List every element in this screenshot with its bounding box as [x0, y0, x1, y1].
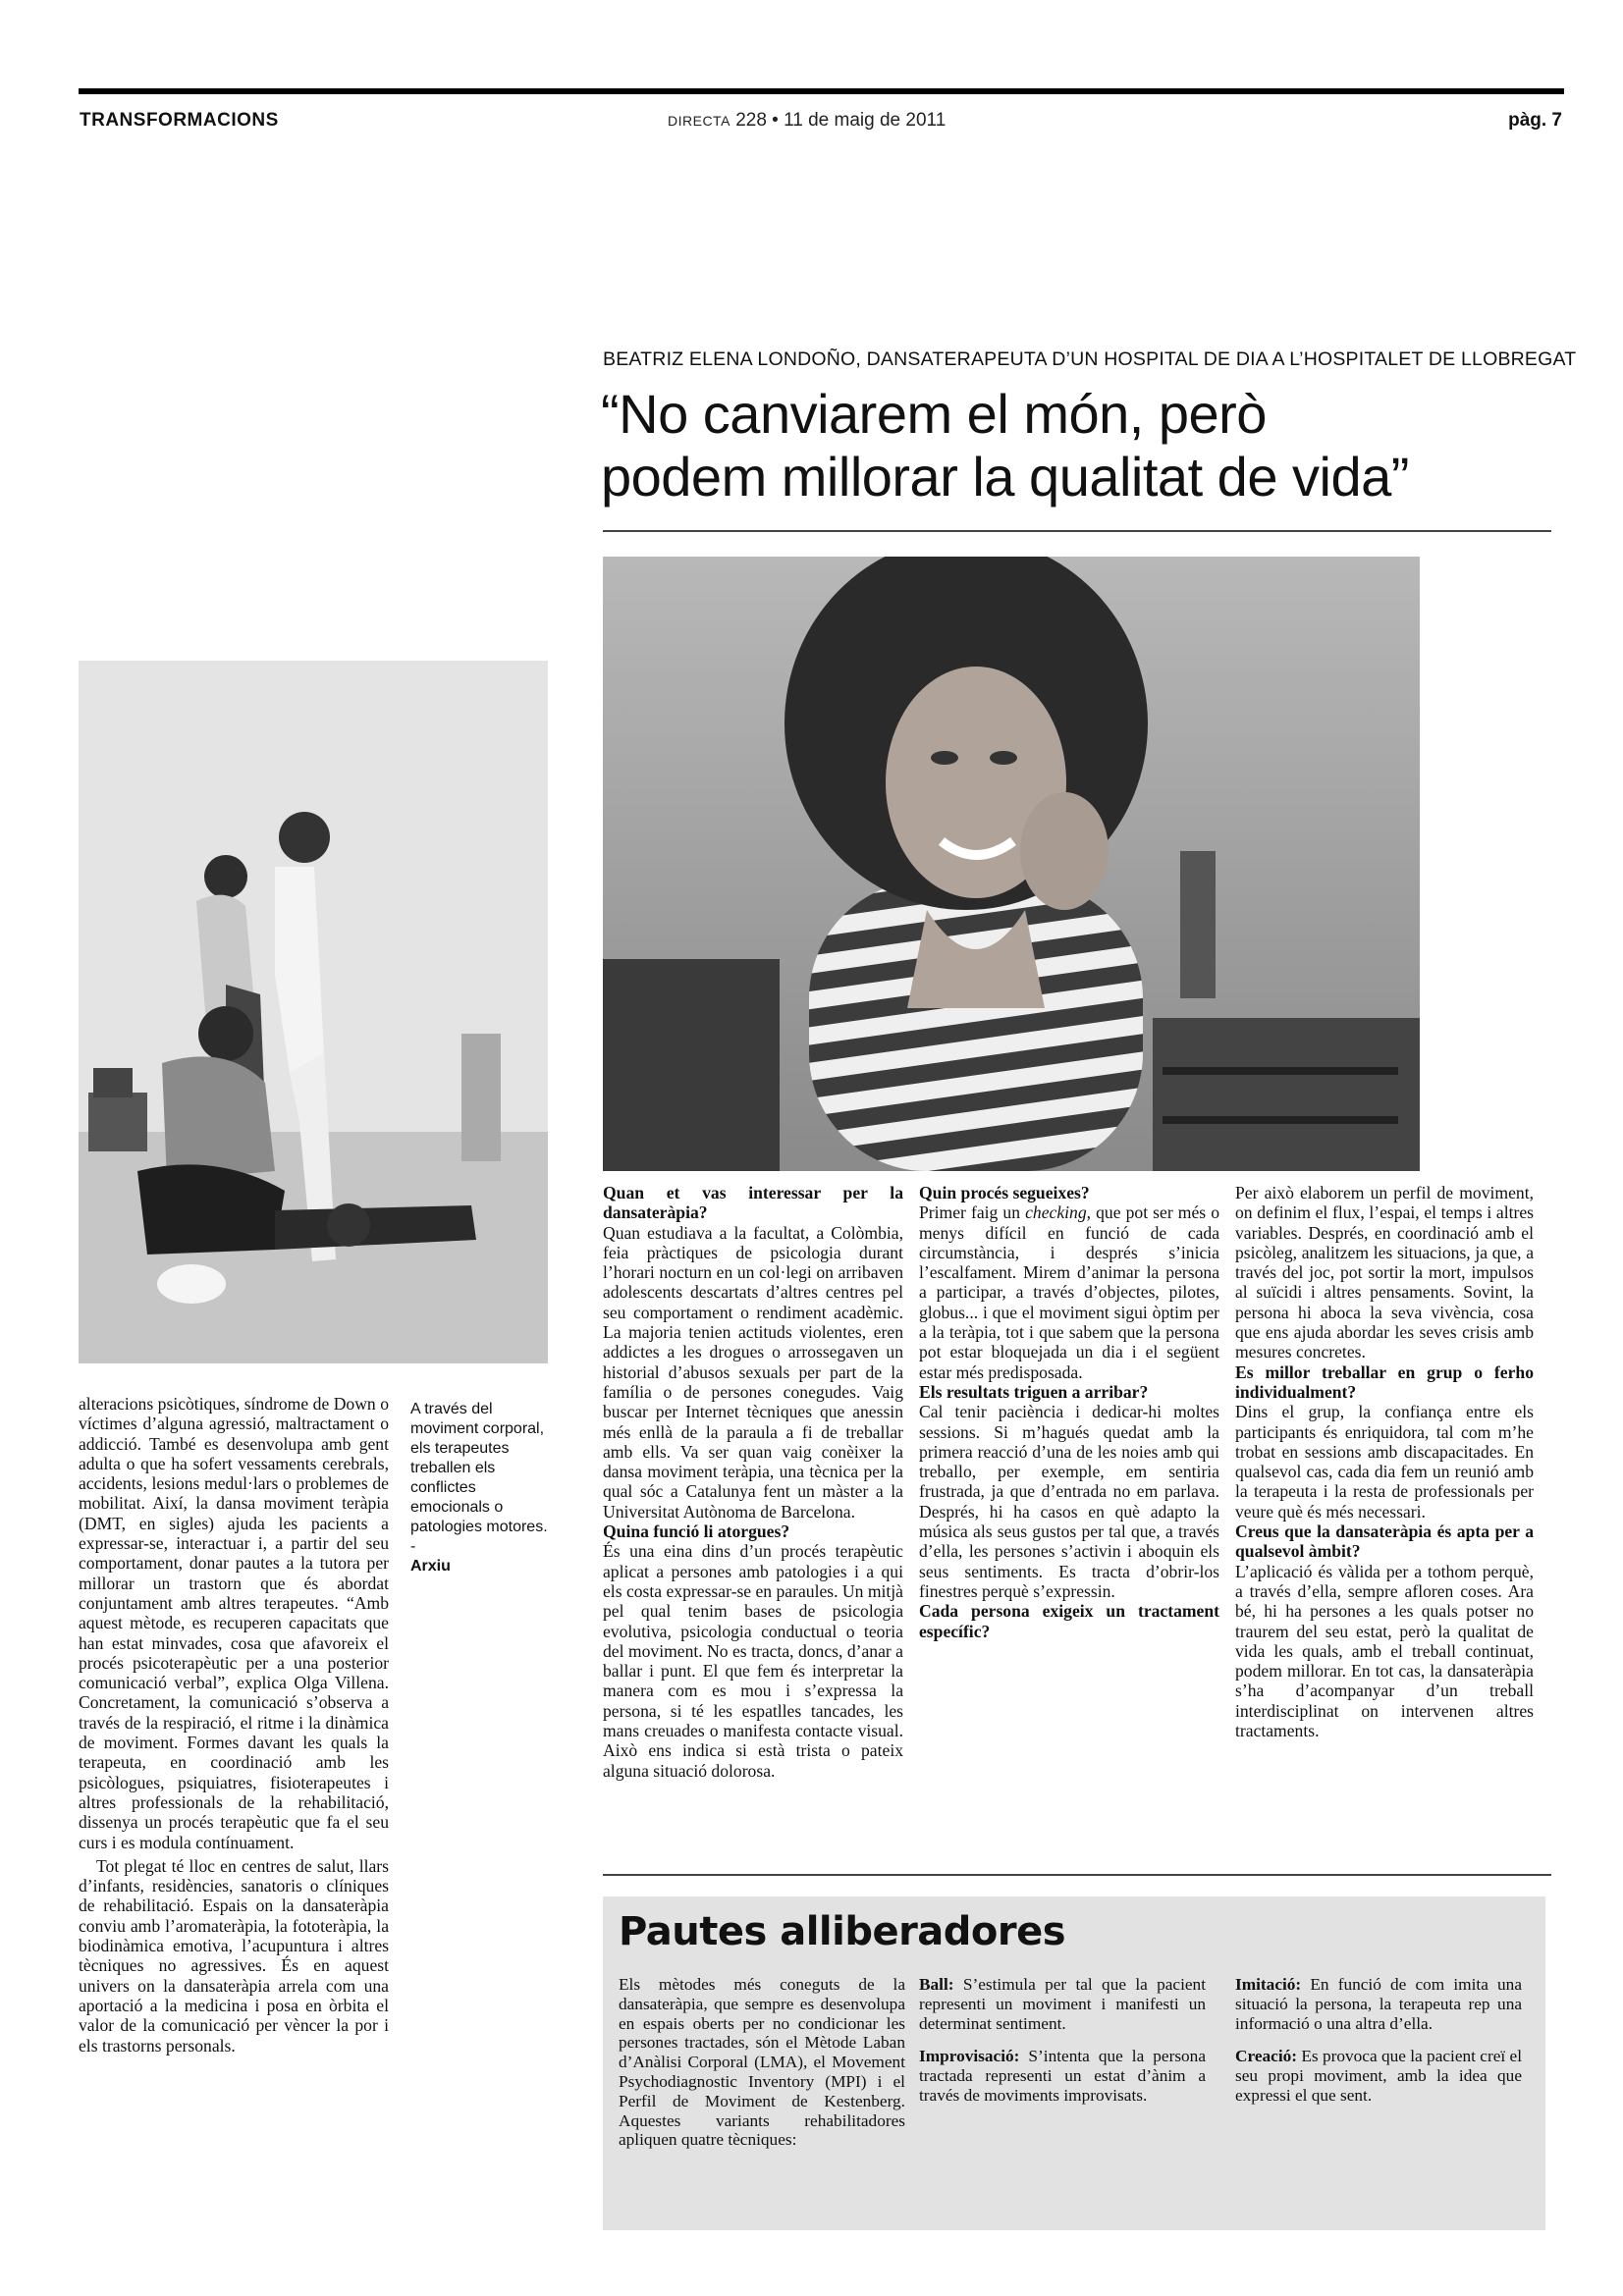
- technique-creacio-text: Es provoca que la pacient creï el seu propi moviment, amb la idea que expressi el que sent.: [1235, 2047, 1522, 2105]
- sidebar-title: Pautes alliberadores: [619, 1909, 1066, 1954]
- caption-text: A través del moviment corporal, els terapeutes treballen els conflictes emocionals o patologies motores.: [410, 1401, 548, 1535]
- intro-paragraph-1: alteracions psicòtiques, síndrome de Down o víctimes d’alguna agressió, maltractament o addicció. També es desenvolupa amb gent adulta o que ha sofert vessaments cerebrals, accidents, lesions medul·lars o problemes de mobilitat. Així, la dansa moviment teràpia (DMT, en sigles) ajuda les pacients a expressar-se, interactuar i, a partir del seu comportament, donar pautes a la tutora per millorar un trastorn que és abordat conjuntament amb altres terapeutes. “Amb aquest mètode, es recuperen capacitats que han estat minvades, cosa que afavoreix el procés psicoterapèutic per a una posterior comunicació verbal”, explica Olga Villena. Concretament, la comunicació s’observa a través de la respiració, el ritme i la dinàmica de moviment. Formes davant les quals la terapeuta, en coordinació amb les psicòlogues, psiquiatres, fisioterapeutes i altres professionals de la rehabilitació, dissenya un procés terapèutic que fa el seu curs i es modula contínuament.: [79, 1394, 389, 1852]
- answer-3: [919, 1202, 1219, 1382]
- answer-2: És una eina dins d’un procés terapèutic aplicat a persones amb patologies i a qui els costa expressar-se en paraules. Un mitjà pel qual tenim bases de psicologia evolutiva, psicologia conductual o teoria del moviment. No es tracta, doncs, d’anar a ballar i punt. El que fem és interpretar la manera com es mou i s’expressa la persona, si té les espatlles tancades, les mans creuades o manifesta contacte visual. Això ens indica si està trista o pateix alguna situació dolorosa.: [603, 1541, 903, 1781]
- header-rule: [79, 88, 1564, 94]
- intro-paragraph-2: Tot plegat té lloc en centres de salut, llars d’infants, residències, sanatoris o clíniques de rehabilitació. Espais on la dansateràpia conviu amb l’aromateràpia, la fototeràpia, la biodinàmica emotiva, l’acupuntura i altres tècniques no agressives. És en aquest univers on la dansateràpia arrela com una aportació a la medicina i posa en òrbita el valor de la comunicació per vèncer la por i els trastorns personals.: [79, 1855, 389, 2056]
- answer-3-start: Primer faig un: [919, 1202, 1026, 1223]
- answer-3-emphasis: checking: [1025, 1202, 1087, 1223]
- photo-caption: [410, 1400, 558, 1576]
- headline-line-1: “No canviarem el món, però: [601, 383, 1267, 445]
- technique-ball: [919, 1975, 1206, 2033]
- sidebar-rule: [603, 1874, 1551, 1876]
- caption-dash: -: [410, 1538, 416, 1555]
- question-2: Quina funció li atorgues?: [603, 1522, 790, 1542]
- answer-7: L’aplicació és vàlida per a tothom perquè, a través d’ella, sempre afloren coses. Ara bé, hi ha persones a les quals potser no traurem del seu estat, però la qualitat de vida les quals, amb el treball continuat, podem millorar. En tot cas, la dansateràpia s’ha d’acompanyar d’un treball interdisciplinat on intervenen altres tractaments.: [1235, 1561, 1534, 1741]
- question-6: Es millor treballar en grup o ferho individualment?: [1235, 1362, 1534, 1402]
- answer-1: Quan estudiava a la facultat, a Colòmbia, feia pràctiques de psicologia durant l’horari nocturn en un col·legi on arribaven adolescents descartats d’altres centres pel seu comportament o rendiment acadèmic. La majoria tenien actituds violentes, eren addictes a les drogues o arrossegaven un historial d’abusos sexuals per part de la família o de persones conegudes. Vaig buscar per Internet tècniques que anessin més enllà de la paraula a fi de treballar amb ells. Va ser quan vaig conèixer la dansa moviment teràpia, una tècnica per la qual sóc a Catalunya fent un màster a la Universitat Autònoma de Barcelona.: [603, 1222, 903, 1522]
- sidebar-column-2: [919, 1975, 1206, 2119]
- technique-improvisacio: [919, 2047, 1206, 2105]
- issue-info: [668, 110, 946, 132]
- issue-date: 228 • 11 de maig de 2011: [730, 110, 947, 131]
- technique-ball-text: S’estimula per tal que la pacient representi un moviment i manifesti un determinat sentiment.: [919, 1975, 1206, 2033]
- publication-name: DIRECTA: [668, 113, 730, 129]
- dancers-illustration: [79, 661, 548, 1363]
- interview-column-2: [919, 1183, 1219, 1641]
- interview-column-1: [603, 1183, 903, 1781]
- answer-3-end: , que pot ser més o menys difícil en funció de cada circumstància, i després s’inicia l’escalfament. Mirem d’animar la persona a participar, a través d’objectes, pilotes, globus... i que el moviment sigui òptim per a la teràpia, tot i que sabem que la persona pot estar bloquejada un dia i el següent estar més predisposada.: [919, 1202, 1219, 1382]
- headline-line-2: podem millorar la qualitat de vida”: [601, 446, 1409, 507]
- sidebar-intro: Els mètodes més coneguts de la dansateràpia, que sempre es desenvolupa en espais oberts per no condicionar les persones tractades, són el Mètode Laban d’Anàlisi Corporal (LMA), el Movement Psychodiagnostic Inventory (MPI) i el Perfil de Moviment de Kestenberg. Aquestes variants rehabilitadores apliquen quatre tècniques:: [619, 1975, 905, 2150]
- technique-ball-label: Ball:: [919, 1975, 954, 1994]
- section-name: TRANSFORMACIONS: [80, 110, 279, 131]
- technique-improvisacio-label: Improvisació:: [919, 2047, 1020, 2066]
- sidebar-column-3: [1235, 1975, 1522, 2119]
- article-kicker: BEATRIZ ELENA LONDOÑO, DANSATERAPEUTA D’UN HOSPITAL DE DIA A L’HOSPITALET DE LLOBREGAT: [603, 348, 1577, 370]
- technique-improvisacio-text: S’intenta que la persona tractada representi un estat d’ànim a través de moviments improvisats.: [919, 2047, 1206, 2105]
- sidebar-column-1: [619, 1975, 905, 2163]
- dancers-photo: [79, 661, 548, 1363]
- technique-creacio: [1235, 2047, 1522, 2105]
- answer-6: Dins el grup, la confiança entre els participants és enriquidora, tal com m’he trobat en sessions amb discapacitades. En qualsevol cas, cada dia fem un reunió amb la terapeuta i la resta de professionals per veure què és més necessari.: [1235, 1402, 1534, 1522]
- portrait-photo: [603, 557, 1420, 1171]
- portrait-illustration: [603, 557, 1420, 1171]
- technique-creacio-label: Creació:: [1235, 2047, 1298, 2066]
- article-headline: [601, 383, 1563, 508]
- question-4: Els resultats triguen a arribar?: [919, 1381, 1149, 1402]
- question-5: Cada persona exigeix un tractament específic?: [919, 1601, 1219, 1641]
- question-7: Creus que la dansateràpia és apta per a qualsevol àmbit?: [1235, 1522, 1534, 1562]
- headline-rule: [603, 530, 1551, 532]
- technique-imitacio: [1235, 1975, 1522, 2033]
- page-number: pàg. 7: [1508, 110, 1562, 131]
- intro-column: [79, 1394, 389, 2056]
- caption-credit: Arxiu: [410, 1558, 451, 1575]
- technique-imitacio-text: En funció de com imita una situació la persona, la terapeuta rep una informació o una altra d’ella.: [1235, 1975, 1522, 2033]
- answer-4: Cal tenir paciència i dedicar-hi moltes sessions. Si m’hagués quedat amb la primera reacció d’una de les noies amb qui treballo, per exemple, em sentiria frustrada, ja que d’entrada no em parlava. Després, hi ha casos en què adapto la música als seus gustos per tal que, a través d’ella, les persones s’activin i aboquin els seus sentiments. Es tracta d’obrir-los finestres perquè s’expressin.: [919, 1402, 1219, 1601]
- question-1: Quan et vas interessar per la dansateràpia?: [603, 1183, 903, 1223]
- technique-imitacio-label: Imitació:: [1235, 1975, 1302, 1994]
- interview-column-3: [1235, 1183, 1534, 1740]
- question-3: Quin procés segueixes?: [919, 1183, 1090, 1202]
- answer-5: Per això elaborem un perfil de moviment, on definim el flux, l’espai, el temps i altres variables. Després, en coordinació amb el psicòleg, analitzem les situacions, ja que, a través del joc, pot sortir la mort, impulsos al suïcidi i altres pensaments. Sovint, la persona hi aboca la seva vivència, cosa que ens ajuda abordar les seves crisis amb mesures concretes.: [1235, 1183, 1534, 1362]
